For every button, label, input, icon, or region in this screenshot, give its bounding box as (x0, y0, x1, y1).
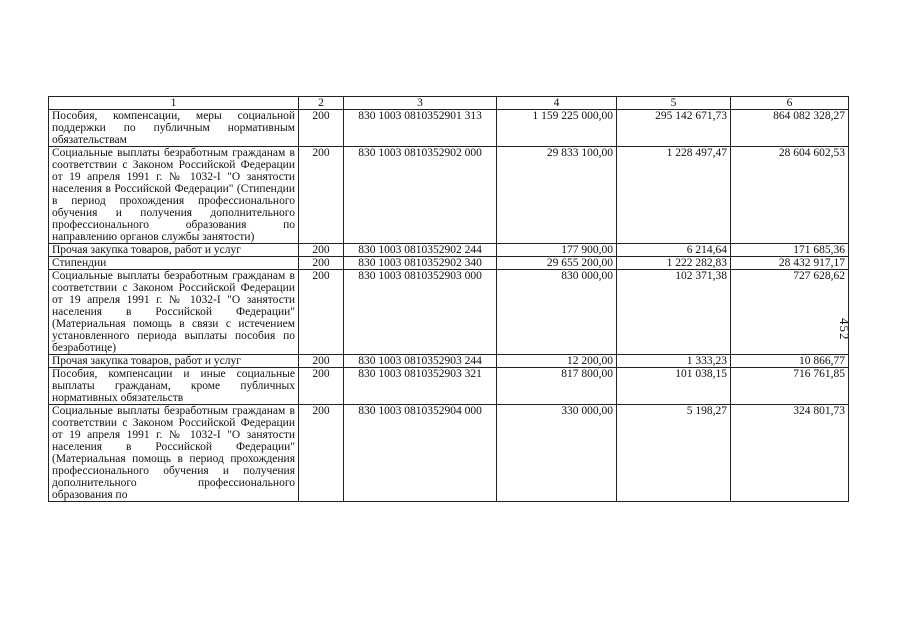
row-line-code: 200 (299, 244, 344, 257)
row-remaining-amount: 28 604 602,53 (731, 147, 849, 244)
table-row (49, 355, 849, 368)
row-line-code: 200 (299, 368, 344, 405)
budget-table (48, 96, 849, 502)
column-header-3: 3 (344, 97, 497, 110)
table-row (49, 110, 849, 147)
table-row (49, 368, 849, 405)
row-approved-amount: 1 159 225 000,00 (497, 110, 617, 147)
row-executed-amount: 295 142 671,73 (617, 110, 731, 147)
row-name: Социальные выплаты безработным гражданам в соответствии с Законом Российской Федерации от 19 апреля 1991 г. № 1032-I "О занятости населения в Российской Федерации" (Материальная помощь в период прохождения профессионального обучения и получения дополнительного профессионального образования по (49, 405, 299, 502)
table-row (49, 270, 849, 355)
row-name: Прочая закупка товаров, работ и услуг (49, 244, 299, 257)
column-number-row (49, 97, 849, 110)
row-approved-amount: 817 800,00 (497, 368, 617, 405)
row-line-code: 200 (299, 355, 344, 368)
row-line-code: 200 (299, 257, 344, 270)
row-name: Прочая закупка товаров, работ и услуг (49, 355, 299, 368)
row-budget-code: 830 1003 0810352901 313 (344, 110, 497, 147)
row-approved-amount: 12 200,00 (497, 355, 617, 368)
row-remaining-amount: 171 685,36 (731, 244, 849, 257)
row-executed-amount: 1 222 282,83 (617, 257, 731, 270)
column-header-1: 1 (49, 97, 299, 110)
row-budget-code: 830 1003 0810352902 244 (344, 244, 497, 257)
row-budget-code: 830 1003 0810352903 244 (344, 355, 497, 368)
row-executed-amount: 102 371,38 (617, 270, 731, 355)
row-approved-amount: 330 000,00 (497, 405, 617, 502)
row-budget-code: 830 1003 0810352902 340 (344, 257, 497, 270)
row-name: Стипендии (49, 257, 299, 270)
row-remaining-amount: 864 082 328,27 (731, 110, 849, 147)
row-budget-code: 830 1003 0810352903 321 (344, 368, 497, 405)
row-remaining-amount: 727 628,62 (731, 270, 849, 355)
row-name: Пособия, компенсации и иные социальные выплаты гражданам, кроме публичных нормативных обязательств (49, 368, 299, 405)
row-line-code: 200 (299, 110, 344, 147)
row-line-code: 200 (299, 405, 344, 502)
row-line-code: 200 (299, 270, 344, 355)
column-header-6: 6 (731, 97, 849, 110)
column-header-4: 4 (497, 97, 617, 110)
row-remaining-amount: 716 761,85 (731, 368, 849, 405)
row-budget-code: 830 1003 0810352904 000 (344, 405, 497, 502)
column-header-5: 5 (617, 97, 731, 110)
column-header-2: 2 (299, 97, 344, 110)
row-budget-code: 830 1003 0810352902 000 (344, 147, 497, 244)
row-approved-amount: 830 000,00 (497, 270, 617, 355)
table-row (49, 147, 849, 244)
row-name: Социальные выплаты безработным гражданам в соответствии с Законом Российской Федерации от 19 апреля 1991 г. № 1032-I "О занятости населения в Российской Федерации" (Материальная помощь в связи с истечением установленного периода выплаты пособия по безработице) (49, 270, 299, 355)
table-row (49, 405, 849, 502)
row-executed-amount: 101 038,15 (617, 368, 731, 405)
row-line-code: 200 (299, 147, 344, 244)
table-row (49, 257, 849, 270)
row-approved-amount: 29 655 200,00 (497, 257, 617, 270)
row-approved-amount: 29 833 100,00 (497, 147, 617, 244)
row-remaining-amount: 28 432 917,17 (731, 257, 849, 270)
page-number: 452 (837, 318, 852, 341)
table-row (49, 244, 849, 257)
row-executed-amount: 5 198,27 (617, 405, 731, 502)
row-executed-amount: 1 333,23 (617, 355, 731, 368)
row-executed-amount: 6 214,64 (617, 244, 731, 257)
row-remaining-amount: 324 801,73 (731, 405, 849, 502)
row-executed-amount: 1 228 497,47 (617, 147, 731, 244)
row-remaining-amount: 10 866,77 (731, 355, 849, 368)
row-name: Пособия, компенсации, меры социальной поддержки по публичным нормативным обязательствам (49, 110, 299, 147)
row-approved-amount: 177 900,00 (497, 244, 617, 257)
row-name: Социальные выплаты безработным гражданам в соответствии с Законом Российской Федерации от 19 апреля 1991 г. № 1032-I "О занятости населения в Российской Федерации" (Стипендии в период прохождения профессионального обучения и получения дополнительного профессионального образования по направлению органов службы занятости) (49, 147, 299, 244)
row-budget-code: 830 1003 0810352903 000 (344, 270, 497, 355)
